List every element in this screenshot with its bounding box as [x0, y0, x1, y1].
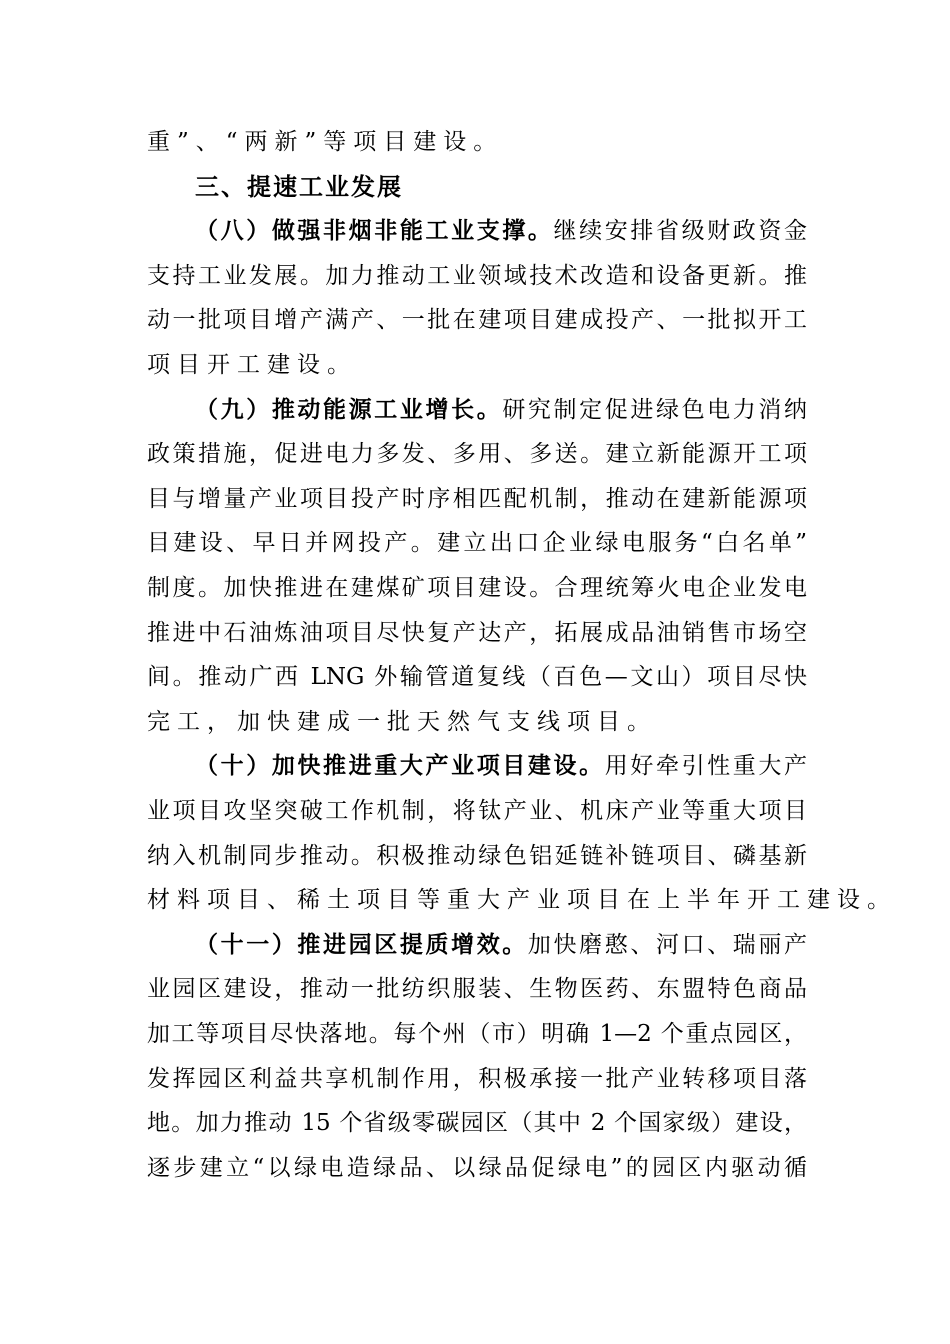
paragraph-line: 完工，加快建成一批天然气支线项目。 — [147, 708, 657, 735]
paragraph-line: 纳入机制同步推动。积极推动绿色铝延链补链项目、磷基新 — [147, 842, 807, 869]
paragraph-text: 用好牵引性重大产 — [604, 753, 808, 780]
paragraph-first-line — [195, 923, 807, 967]
paragraph-line: 材料项目、稀土项目等重大产业项目在上半年开工建设。 — [147, 887, 897, 914]
paragraph-lead: （八）做强非烟非能工业支撑。 — [195, 217, 554, 245]
paragraph-line: 加工等项目尽快落地。每个州（市）明确 1—2 个重点园区， — [147, 1021, 807, 1047]
paragraph-line: 支持工业发展。加力推动工业领域技术改造和设备更新。推 — [147, 262, 807, 289]
section-heading: 三、提速工业发展 — [195, 173, 403, 201]
paragraph-line: 地。加力推动 15 个省级零碳园区（其中 2 个国家级）建设， — [147, 1110, 807, 1137]
paragraph-first-line — [195, 744, 807, 788]
paragraph-text: 继续安排省级财政资金 — [553, 218, 808, 245]
paragraph-line: 逐步建立“以绿电造绿品、以绿品促绿电”的园区内驱动循 — [147, 1154, 807, 1181]
paragraph-line: 业园区建设，推动一批纺织服装、生物医药、东盟特色商品 — [147, 976, 807, 1003]
paragraph-line: 动一批项目增产满产、一批在建项目建成投产、一批拟开工 — [147, 307, 807, 334]
paragraph-line: 目与增量产业项目投产时序相匹配机制，推动在建新能源项 — [147, 485, 807, 512]
paragraph-text: 研究制定促进绿色电力消纳 — [502, 396, 808, 423]
paragraph-first-line — [195, 388, 807, 432]
intro-line: 重”、“两新”等项目建设。 — [147, 129, 504, 155]
paragraph-text: 加快磨憨、河口、瑞丽产 — [527, 931, 808, 958]
paragraph-line: 目建设、早日并网投产。建立出口企业绿电服务“白名单” — [147, 530, 807, 557]
paragraph-line: 发挥园区利益共享机制作用，积极承接一批产业转移项目落 — [147, 1065, 807, 1092]
paragraph-line: 制度。加快推进在建煤矿项目建设。合理统筹火电企业发电 — [147, 575, 807, 601]
paragraph-lead: （十）加快推进重大产业项目建设。 — [195, 752, 605, 780]
paragraph-line: 间。推动广西 LNG 外输管道复线（百色—文山）项目尽快 — [147, 664, 807, 691]
paragraph-line: 推进中石油炼油项目尽快复产达产，拓展成品油销售市场空 — [147, 619, 807, 646]
paragraph-lead: （九）推动能源工业增长。 — [195, 395, 503, 423]
paragraph-first-line — [195, 209, 807, 253]
paragraph-line: 政策措施，促进电力多发、多用、多送。建立新能源开工项 — [147, 441, 807, 468]
paragraph-line: 业项目攻坚突破工作机制，将钛产业、机床产业等重大项目 — [147, 798, 807, 824]
paragraph-lead: （十一）推进园区提质增效。 — [195, 930, 528, 958]
paragraph-line: 项目开工建设。 — [147, 352, 357, 378]
